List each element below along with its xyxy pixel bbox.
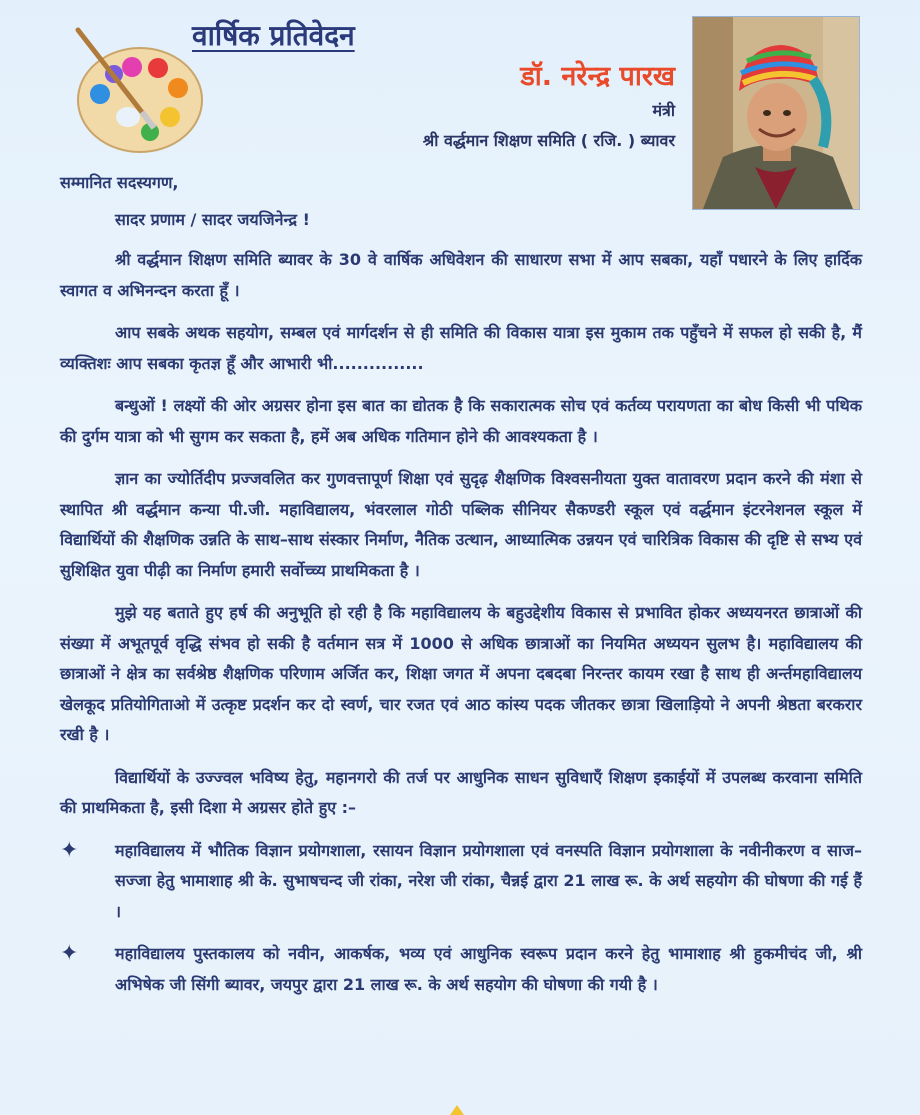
paragraph: आप सबके अथक सहयोग, सम्बल एवं मार्गदर्शन से ही समिति की विकास यात्रा इस मुकाम तक पहुँचने में सफल हो सकी है, मैं व्यक्तिशः आप सबका कृतज्ञ हूँ और आभारी भी...............: [60, 323, 862, 373]
author-title: मंत्री: [652, 101, 675, 120]
list-item: [60, 939, 862, 1000]
report-title: वार्षिक प्रतिवेदन: [192, 19, 355, 52]
paragraph: ज्ञान का ज्योर्तिदीप प्रज्जवलित कर गुणवत्तापूर्ण शिक्षा एवं सुदृढ़ शैक्षणिक विश्वसनीयता युक्त वातावरण प्रदान करने की मंशा से स्थापित श्री वर्द्धमान कन्या पी.जी. महाविद्यालय, भंवरलाल गोठी पब्लिक सीनियर सैकण्डरी स्कूल एवं वर्द्धमान इंटरनेशनल स्कूल में विद्यार्थियों की शैक्षणिक उन्नति के साथ–साथ संस्कार निर्माण, नैतिक उत्थान, आध्यात्मिक उन्नयन एवं चारित्रिक विकास की दृष्टि से सभ्य एवं सुशिक्षित युवा पीढ़ी का निर्माण हमारी सर्वोच्च्य प्राथमिकता है ।: [60, 469, 862, 580]
paragraph: मुझे यह बताते हुए हर्ष की अनुभूति हो रही है कि महाविद्यालय के बहुउद्देशीय विकास से प्रभावित होकर अध्ययनरत छात्राओं की संख्या में अभूतपूर्व वृद्धि संभव हो सकी है वर्तमान सत्र में 1000 से अधिक छात्राओं का नियमित अध्ययन सुलभ है। महाविद्यालय की छात्राओं ने क्षेत्र का सर्वश्रेष्ठ शैक्षणिक परिणाम अर्जित कर, शिक्षा जगत में अपना दबदबा निरन्तर कायम रखा है साथ ही अर्न्तमहाविद्यालय खेलकूद प्रतियोगिताओ में उत्कृष्ट प्रदर्शन कर दो स्वर्ण, चार रजत एवं आठ कांस्य पदक जीतकर छात्रा खिलाड़ियो ने अपनी श्रेष्ठता बरकरार रखी है ।: [60, 603, 862, 744]
paint-palette-icon: [70, 22, 205, 157]
list-item-text: महाविद्यालय में भौतिक विज्ञान प्रयोगशाला, रसायन विज्ञान प्रयोगशाला एवं वनस्पति विज्ञान प्रयोगशाला के नवीनीकरण व साज–सज्जा हेतु भामाशाह श्री के. सुभाषचन्द जी रांका, नरेश जी रांका, चैन्नई द्वारा 21 लाख रू. के अर्थ सहयोग की घोषणा की गई हैं ।: [115, 840, 862, 921]
star-bullet-icon: ✦: [60, 941, 79, 966]
author-block: [423, 56, 675, 151]
salutation: सम्मानित सदस्यगण,: [60, 173, 179, 192]
star-bullet-icon: ✦: [60, 837, 79, 863]
page-ornament-icon: [450, 1105, 464, 1115]
letter-body: [60, 168, 862, 1012]
initiatives-list: [60, 836, 862, 1001]
author-name: डॉ. नरेन्द्र पारख: [520, 61, 675, 92]
paragraph: श्री वर्द्धमान शिक्षण समिति ब्यावर के 30 वे वार्षिक अधिवेशन की साधारण सभा में आप सबका, यहाँ पधारने के लिए हार्दिक स्वागत व अभिनन्दन करता हूँ ।: [60, 250, 862, 300]
author-organization: श्री वर्द्धमान शिक्षण समिति ( रजि. ) ब्यावर: [422, 131, 675, 150]
greeting: सादर प्रणाम / सादर जयजिनेन्द्र !: [115, 209, 310, 229]
list-item-text: महाविद्यालय पुस्तकालय को नवीन, आकर्षक, भव्य एवं आधुनिक स्वरूप प्रदान करने हेतु भामाशाह श्री हुकमीचंद जी, श्री अभिषेक जी सिंगी ब्यावर, जयपुर द्वारा 21 लाख रू. के अर्थ सहयोग की घोषणा की गयी है ।: [115, 944, 862, 994]
list-item: [60, 836, 862, 928]
paragraph: विद्यार्थियों के उज्ज्वल भविष्य हेतु, महानगरो की तर्ज पर आधुनिक साधन सुविधाएँ शिक्षण इकाईयों में उपलब्ध करवाना समिति की प्राथमिकता है, इसी दिशा मे अग्रसर होते हुए :–: [60, 767, 862, 817]
paragraph: बन्धुओं ! लक्ष्यों की ओर अग्रसर होना इस बात का द्योतक है कि सकारात्मक सोच एवं कर्तव्य परायणता का बोध किसी भी पथिक की दुर्गम यात्रा को भी सुगम कर सकता है, हमें अब अधिक गतिमान होने की आवश्यकता है ।: [60, 396, 862, 446]
